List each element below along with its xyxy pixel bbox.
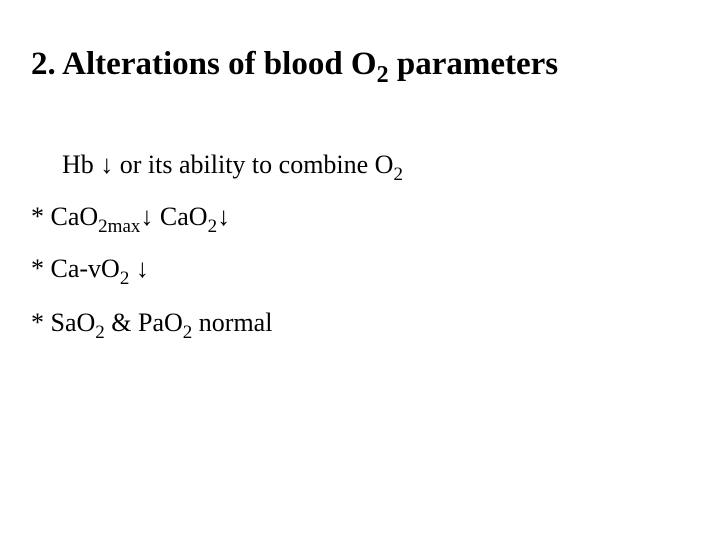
bullet-cao2-text-b: ↓ CaO xyxy=(140,202,208,231)
bullet-hb xyxy=(62,150,403,185)
title-tail: parameters xyxy=(388,46,559,82)
bullet-hb-subscript: 2 xyxy=(393,164,403,185)
bullet-sao2-text-b: & PaO xyxy=(104,308,183,337)
bullet-sao2-text-a: * SaO xyxy=(31,308,96,337)
bullet-ca-vo2 xyxy=(31,254,149,289)
bullet-sao2-text-c: normal xyxy=(192,308,273,337)
bullet-sao2-subscript-b: 2 xyxy=(182,322,193,343)
bullet-sao2-pao2 xyxy=(31,308,273,343)
bullet-sao2-subscript-a: 2 xyxy=(95,322,105,343)
slide-title xyxy=(31,46,559,88)
bullet-cao2 xyxy=(31,202,231,237)
bullet-cao2-subscript-a: 2max xyxy=(98,216,141,237)
bullet-ca-vo2-text-b: ↓ xyxy=(129,254,149,283)
bullet-hb-text: Hb ↓ or its ability to combine O xyxy=(62,150,394,179)
title-subscript: 2 xyxy=(376,62,389,88)
bullet-cao2-text-c: ↓ xyxy=(217,202,231,231)
title-text: 2. Alterations of blood O xyxy=(31,46,377,82)
bullet-ca-vo2-subscript: 2 xyxy=(119,268,130,289)
bullet-cao2-subscript-b: 2 xyxy=(207,216,218,237)
bullet-ca-vo2-text-a: * Ca-vO xyxy=(31,254,120,283)
bullet-cao2-text-a: * CaO xyxy=(31,202,99,231)
